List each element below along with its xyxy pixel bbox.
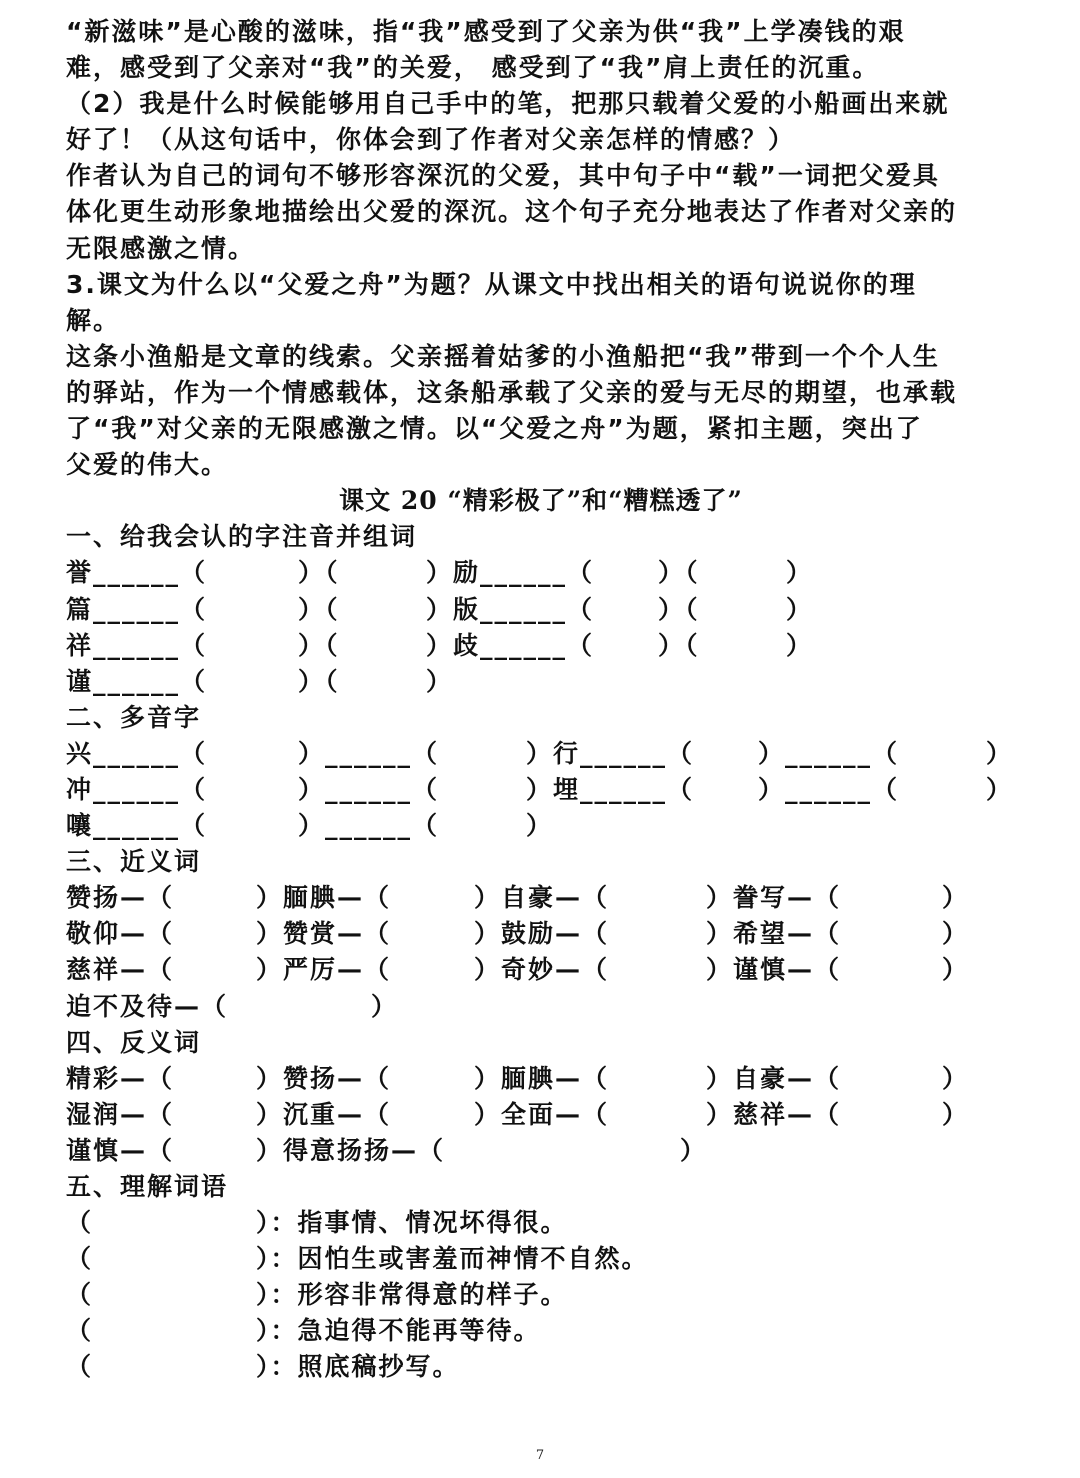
exercise-cell: 谨______（ — [66, 666, 208, 696]
exercise-cell: 祥______（ — [66, 630, 208, 660]
exercise-cell: 湿润—（ — [66, 1099, 175, 1129]
answer-line: 无限感激之情。 — [66, 233, 256, 263]
exercise-cell: 迫不及待—（ — [66, 991, 229, 1021]
page-number: 7 — [535, 1448, 545, 1463]
exercise-row — [66, 772, 1016, 808]
lesson-title: 课文 20 “精彩极了”和“糟糕透了” — [339, 486, 743, 516]
exercise-cell: ） — [942, 1063, 970, 1093]
exercise-cell: ）：因怕生或害羞而神情不自然。 — [256, 1244, 649, 1274]
exercise-cell: ） — [680, 1135, 708, 1165]
exercise-cell: ） — [942, 883, 970, 913]
exercise-cell: ）______（ — [298, 738, 440, 768]
exercise-cell: 兴______（ — [66, 738, 208, 768]
exercise-cell: ）（ — [298, 558, 340, 588]
exercise-row — [66, 808, 1016, 844]
exercise-cell: ）：照底稿抄写。 — [256, 1352, 460, 1382]
exercise-row — [66, 1349, 1016, 1385]
exercise-cell: （ — [66, 1316, 94, 1346]
exercise-row — [66, 628, 1016, 664]
exercise-cell: 篇______（ — [66, 594, 208, 624]
question-line: 好了！（从这句话中，你体会到了作者对父亲怎样的情感？） — [66, 125, 796, 155]
section-heading: 五、理解词语 — [66, 1172, 229, 1201]
page-content — [66, 14, 1016, 1386]
exercise-cell: ）自豪—（ — [706, 1063, 842, 1093]
exercise-cell: 冲______（ — [66, 774, 208, 804]
answer-line: “新滋味”是心酸的滋味，指“我”感受到了父亲为供“我”上学凑钱的艰 — [66, 17, 906, 46]
exercise-cell: ） — [942, 955, 970, 985]
exercise-cell: ）得意扬扬—（ — [256, 1135, 446, 1165]
exercise-row — [66, 880, 1016, 916]
exercise-cell: ）谨慎—（ — [706, 955, 842, 985]
answer-line: 体化更生动形象地描绘出父爱的深沉。这个句子充分地表达了作者对父亲的 — [66, 197, 958, 227]
exercise-cell: ） — [786, 630, 814, 660]
answer-line: 了“我”对父亲的无限感激之情。以“父爱之舟”为题，紧扣主题，突出了 — [66, 414, 923, 444]
exercise-cell: ）腼腆—（ — [256, 883, 392, 913]
question-line: （2）我是什么时候能够用自己手中的笔，把那只载着父爱的小船画出来就 — [66, 89, 950, 119]
exercise-cell: ）誊写—（ — [706, 883, 842, 913]
exercise-cell: ） — [942, 1099, 970, 1129]
exercise-cell: ）______（ — [298, 774, 440, 804]
question-line: 3.课文为什么以“父爱之舟”为题？从课文中找出相关的语句说说你的理 — [66, 269, 917, 299]
exercise-row — [66, 989, 1016, 1025]
exercise-cell: ）（ — [658, 558, 700, 588]
exercise-cell: （ — [66, 1280, 94, 1310]
exercise-row — [66, 1061, 1016, 1097]
exercise-row — [66, 1313, 1016, 1349]
answer-line: 难，感受到了父亲对“我”的关爱， 感受到了“我”肩上责任的沉重。 — [66, 53, 880, 83]
exercise-cell: ） — [986, 774, 1014, 804]
exercise-cell: （ — [66, 1208, 94, 1238]
exercise-row — [66, 916, 1016, 952]
exercise-cell: 誉______（ — [66, 558, 208, 588]
exercise-cell: ） — [426, 666, 454, 696]
exercise-cell: ） — [986, 738, 1014, 768]
exercise-cell: ）______（ — [758, 774, 900, 804]
exercise-cell: ）腼腆—（ — [474, 1063, 610, 1093]
exercise-cell: ）歧______（ — [426, 630, 595, 660]
exercise-cell: ）赞赏—（ — [256, 919, 392, 949]
exercise-cell: ）（ — [298, 594, 340, 624]
exercise-cell: ） — [526, 811, 554, 841]
exercise-cell: （ — [66, 1352, 94, 1382]
exercise-cell: ）鼓励—（ — [474, 919, 610, 949]
exercise-cell: ）：急迫得不能再等待。 — [256, 1316, 541, 1346]
section-heading: 一、给我会认的字注音并组词 — [66, 522, 418, 552]
exercise-cell: ）沉重—（ — [256, 1099, 392, 1129]
question-line: 解。 — [66, 305, 121, 335]
exercise-cell: 敬仰—（ — [66, 919, 175, 949]
exercise-row — [66, 1097, 1016, 1133]
exercise-cell: 赞扬—（ — [66, 883, 175, 913]
section-heading: 三、近义词 — [66, 847, 202, 877]
exercise-row — [66, 592, 1016, 628]
exercise-cell: ）：形容非常得意的样子。 — [256, 1280, 568, 1310]
exercise-cell: ）赞扬—（ — [256, 1063, 392, 1093]
exercise-cell: ）版______（ — [426, 594, 595, 624]
exercise-cell: ）______（ — [298, 811, 440, 841]
exercise-cell: 精彩—（ — [66, 1063, 175, 1093]
exercise-row — [66, 664, 1016, 700]
exercise-cell: ）自豪—（ — [474, 883, 610, 913]
exercise-cell: ） — [786, 594, 814, 624]
exercise-cell: （ — [66, 1244, 94, 1274]
exercise-cell: ）______（ — [758, 738, 900, 768]
answer-line: 作者认为自己的词句不够形容深沉的父爱，其中句子中“载”一词把父爱具 — [66, 161, 940, 191]
exercise-cell: ）奇妙—（ — [474, 955, 610, 985]
exercise-cell: ）慈祥—（ — [706, 1099, 842, 1129]
exercise-cell: ）行______（ — [526, 738, 695, 768]
exercise-cell: 嚷______（ — [66, 811, 208, 841]
exercise-row — [66, 555, 1016, 591]
exercise-cell: ）（ — [658, 630, 700, 660]
exercise-cell: ）希望—（ — [706, 919, 842, 949]
cropped-header-strip — [380, 0, 700, 6]
answer-line: 这条小渔船是文章的线索。父亲摇着姑爹的小渔船把“我”带到一个个人生 — [66, 341, 940, 371]
answer-line: 父爱的伟大。 — [66, 450, 229, 480]
exercise-row — [66, 1205, 1016, 1241]
exercise-cell: ） — [371, 991, 399, 1021]
exercise-cell: ）：指事情、情况坏得很。 — [256, 1208, 568, 1238]
exercise-cell: ） — [942, 919, 970, 949]
section-heading: 二、多音字 — [66, 702, 202, 732]
exercise-cell: ）（ — [298, 666, 340, 696]
exercise-row — [66, 1277, 1016, 1313]
exercise-row — [66, 1241, 1016, 1277]
exercise-cell: ）（ — [658, 594, 700, 624]
exercise-cell: ）全面—（ — [474, 1099, 610, 1129]
answer-line: 的驿站，作为一个情感载体，这条船承载了父亲的爱与无尽的期望，也承载 — [66, 377, 958, 407]
exercise-cell: ）埋______（ — [526, 774, 695, 804]
exercise-cell: ）（ — [298, 630, 340, 660]
exercise-cell: 慈祥—（ — [66, 955, 175, 985]
exercise-cell: 谨慎—（ — [66, 1135, 175, 1165]
exercise-row — [66, 736, 1016, 772]
exercise-cell: ）励______（ — [426, 558, 595, 588]
exercise-row — [66, 1133, 1016, 1169]
exercise-cell: ） — [786, 558, 814, 588]
exercise-cell: ）严厉—（ — [256, 955, 392, 985]
exercise-row — [66, 952, 1016, 988]
section-heading: 四、反义词 — [66, 1027, 202, 1057]
